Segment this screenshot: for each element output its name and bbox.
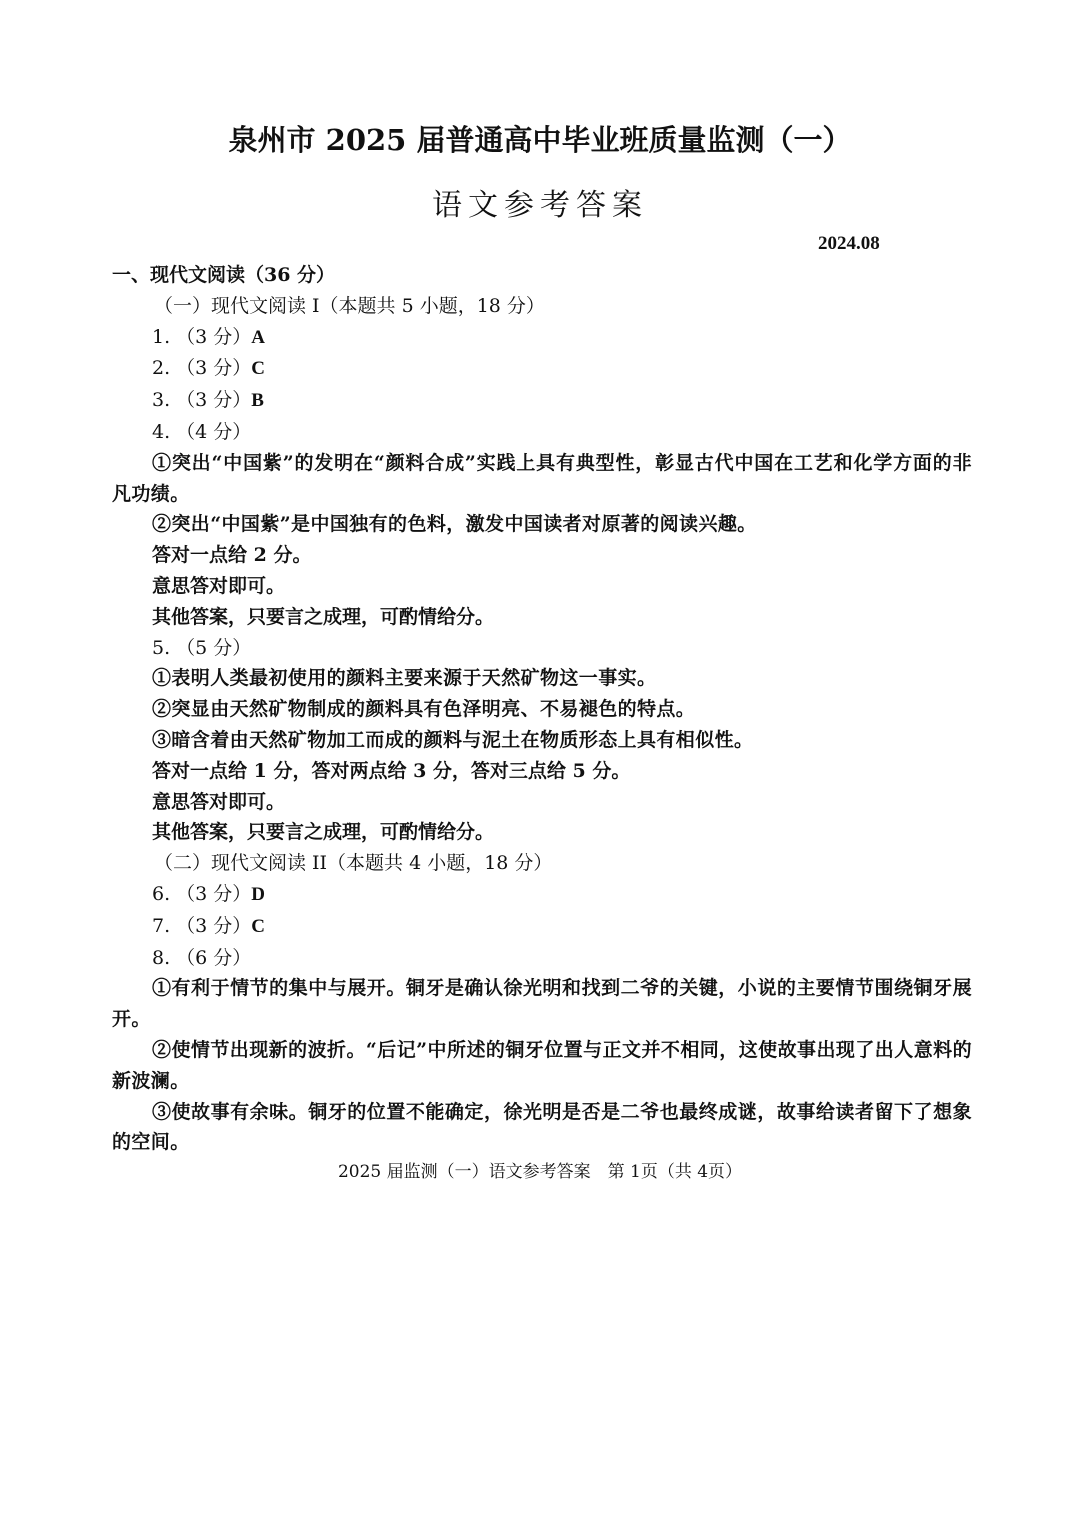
part-heading: （一）现代文阅读 I（本题共 5 小题，18 分）: [154, 294, 545, 317]
scoring-note: 答对一点给 2 分。: [152, 544, 312, 567]
question-label: 1. （3 分）: [152, 325, 252, 348]
document-title: 泉州市 2025 届普通高中毕业班质量监测（一）: [228, 123, 852, 157]
answer-point: ②使情节出现新的波折。“后记”中所述的铜牙位置与正文并不相同，这使故事出现了出人意料的新波澜。: [112, 1038, 972, 1092]
question-label: 3. （3 分）: [152, 389, 252, 412]
answer-point: ①表明人类最初使用的颜料主要来源于天然矿物这一事实。: [152, 667, 657, 690]
answer-point: ①突出“中国紫”的发明在“颜料合成”实践上具有典型性，彰显古代中国在工艺和化学方面的非凡功绩。: [112, 451, 972, 505]
document-date: 2024.08: [818, 233, 880, 254]
question-label: 7. （3 分）: [152, 914, 252, 937]
part-heading: （二）现代文阅读 II（本题共 4 小题，18 分）: [154, 852, 553, 875]
scoring-note: 其他答案，只要言之成理，可酌情给分。: [152, 605, 495, 628]
question-label: 2. （3 分）: [152, 357, 252, 380]
question-item: [112, 879, 972, 911]
question-answer: D: [251, 883, 266, 905]
answer-content: [112, 260, 972, 1158]
question-answer: C: [251, 915, 266, 937]
answer-point: ①有利于情节的集中与展开。铜牙是确认徐光明和找到二爷的关键，小说的主要情节围绕铜牙展开。: [112, 977, 972, 1031]
answer-point: ②突显由天然矿物制成的颜料具有色泽明亮、不易褪色的特点。: [152, 698, 696, 721]
document-subtitle: 语文参考答案: [432, 188, 648, 223]
page-footer: 2025 届监测（一）语文参考答案 第 1页（共 4页）: [337, 1162, 743, 1182]
answer-point: ③暗含着由天然矿物加工而成的颜料与泥土在物质形态上具有相似性。: [152, 728, 754, 751]
question-answer: C: [251, 358, 266, 380]
answer-point: ②突出“中国紫”是中国独有的色料，激发中国读者对原著的阅读兴趣。: [152, 513, 757, 536]
scoring-note: 其他答案，只要言之成理，可酌情给分。: [152, 821, 495, 844]
question-label: 5. （5 分）: [152, 636, 252, 659]
question-answer: B: [251, 390, 264, 412]
question-label: 4. （4 分）: [152, 420, 252, 443]
question-item: [112, 353, 972, 385]
question-item: [112, 322, 972, 354]
question-label: 8. （6 分）: [152, 946, 252, 969]
question-answer: A: [251, 326, 266, 348]
scoring-note: 意思答对即可。: [152, 790, 286, 813]
section-heading: 一、现代文阅读（36 分）: [112, 264, 336, 286]
question-label: 6. （3 分）: [152, 882, 252, 905]
scoring-note: 意思答对即可。: [152, 574, 286, 597]
answer-point: ③使故事有余味。铜牙的位置不能确定，徐光明是否是二爷也最终成谜，故事给读者留下了想象的空间。: [112, 1100, 972, 1154]
scoring-note: 答对一点给 1 分，答对两点给 3 分，答对三点给 5 分。: [152, 759, 631, 782]
question-item: [112, 911, 972, 943]
question-item: [112, 385, 972, 417]
